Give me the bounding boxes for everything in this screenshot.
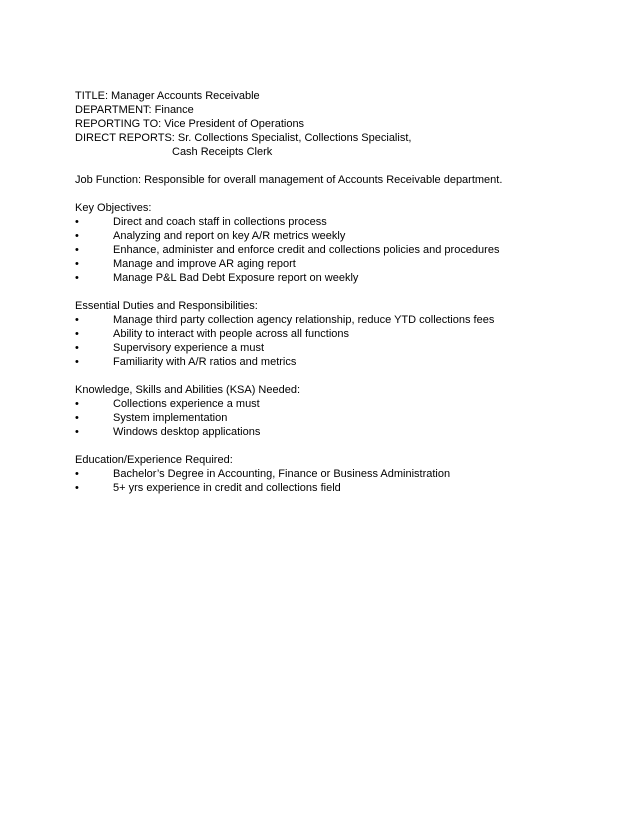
list-item <box>75 411 615 425</box>
list-item-text: Manage P&L Bad Debt Exposure report on weekly <box>113 272 359 284</box>
list-item <box>75 355 615 369</box>
section-ksa <box>75 383 615 439</box>
list-item-text: Analyzing and report on key A/R metrics weekly <box>113 230 346 242</box>
bullet-icon: • <box>75 272 79 284</box>
section-education-experience <box>75 453 615 495</box>
bullet-icon: • <box>75 426 79 438</box>
list-item <box>75 467 615 481</box>
list-item <box>75 229 615 243</box>
list-item <box>75 257 615 271</box>
list-item-text: Familiarity with A/R ratios and metrics <box>113 356 297 368</box>
bullet-icon: • <box>75 398 79 410</box>
section-heading: Education/Experience Required: <box>75 454 233 466</box>
job-function: Job Function: Responsible for overall management of Accounts Receivable department. <box>75 174 503 186</box>
reporting-to: REPORTING TO: Vice President of Operations <box>75 118 305 130</box>
bullet-icon: • <box>75 314 79 326</box>
list-item <box>75 481 615 495</box>
bullet-icon: • <box>75 216 79 228</box>
bullet-icon: • <box>75 468 79 480</box>
list-item <box>75 397 615 411</box>
job-title: TITLE: Manager Accounts Receivable <box>75 90 260 102</box>
list-item <box>75 341 615 355</box>
bullet-icon: • <box>75 230 79 242</box>
list-item <box>75 425 615 439</box>
list-item <box>75 313 615 327</box>
bullet-icon: • <box>75 258 79 270</box>
list-item-text: Ability to interact with people across all functions <box>113 328 350 340</box>
bullet-icon: • <box>75 244 79 256</box>
department: DEPARTMENT: Finance <box>75 104 194 116</box>
list-item-text: Direct and coach staff in collections process <box>113 216 327 228</box>
list-item <box>75 271 615 285</box>
list-item <box>75 327 615 341</box>
section-essential-duties <box>75 299 615 369</box>
direct-reports-continued: Cash Receipts Clerk <box>172 146 273 158</box>
list-item-text: Manage and improve AR aging report <box>113 258 296 270</box>
bullet-icon: • <box>75 328 79 340</box>
list-item-text: 5+ yrs experience in credit and collections field <box>113 482 341 494</box>
bullet-icon: • <box>75 482 79 494</box>
direct-reports: DIRECT REPORTS: Sr. Collections Specialist, Collections Specialist, <box>75 132 412 144</box>
list-item <box>75 243 615 257</box>
bullet-icon: • <box>75 356 79 368</box>
list-item-text: Enhance, administer and enforce credit and collections policies and procedures <box>113 244 500 256</box>
list-item-text: Manage third party collection agency relationship, reduce YTD collections fees <box>113 314 495 326</box>
list-item-text: System implementation <box>113 412 228 424</box>
list-item-text: Bachelor’s Degree in Accounting, Finance or Business Administration <box>113 468 451 480</box>
section-heading: Knowledge, Skills and Abilities (KSA) Needed: <box>75 384 301 396</box>
job-description <box>75 89 615 495</box>
list-item <box>75 215 615 229</box>
list-item-text: Collections experience a must <box>113 398 260 410</box>
bullet-icon: • <box>75 342 79 354</box>
section-heading: Key Objectives: <box>75 202 152 214</box>
bullet-icon: • <box>75 412 79 424</box>
list-item-text: Supervisory experience a must <box>113 342 265 354</box>
list-item-text: Windows desktop applications <box>113 426 261 438</box>
section-key-objectives <box>75 201 615 285</box>
section-heading: Essential Duties and Responsibilities: <box>75 300 258 312</box>
